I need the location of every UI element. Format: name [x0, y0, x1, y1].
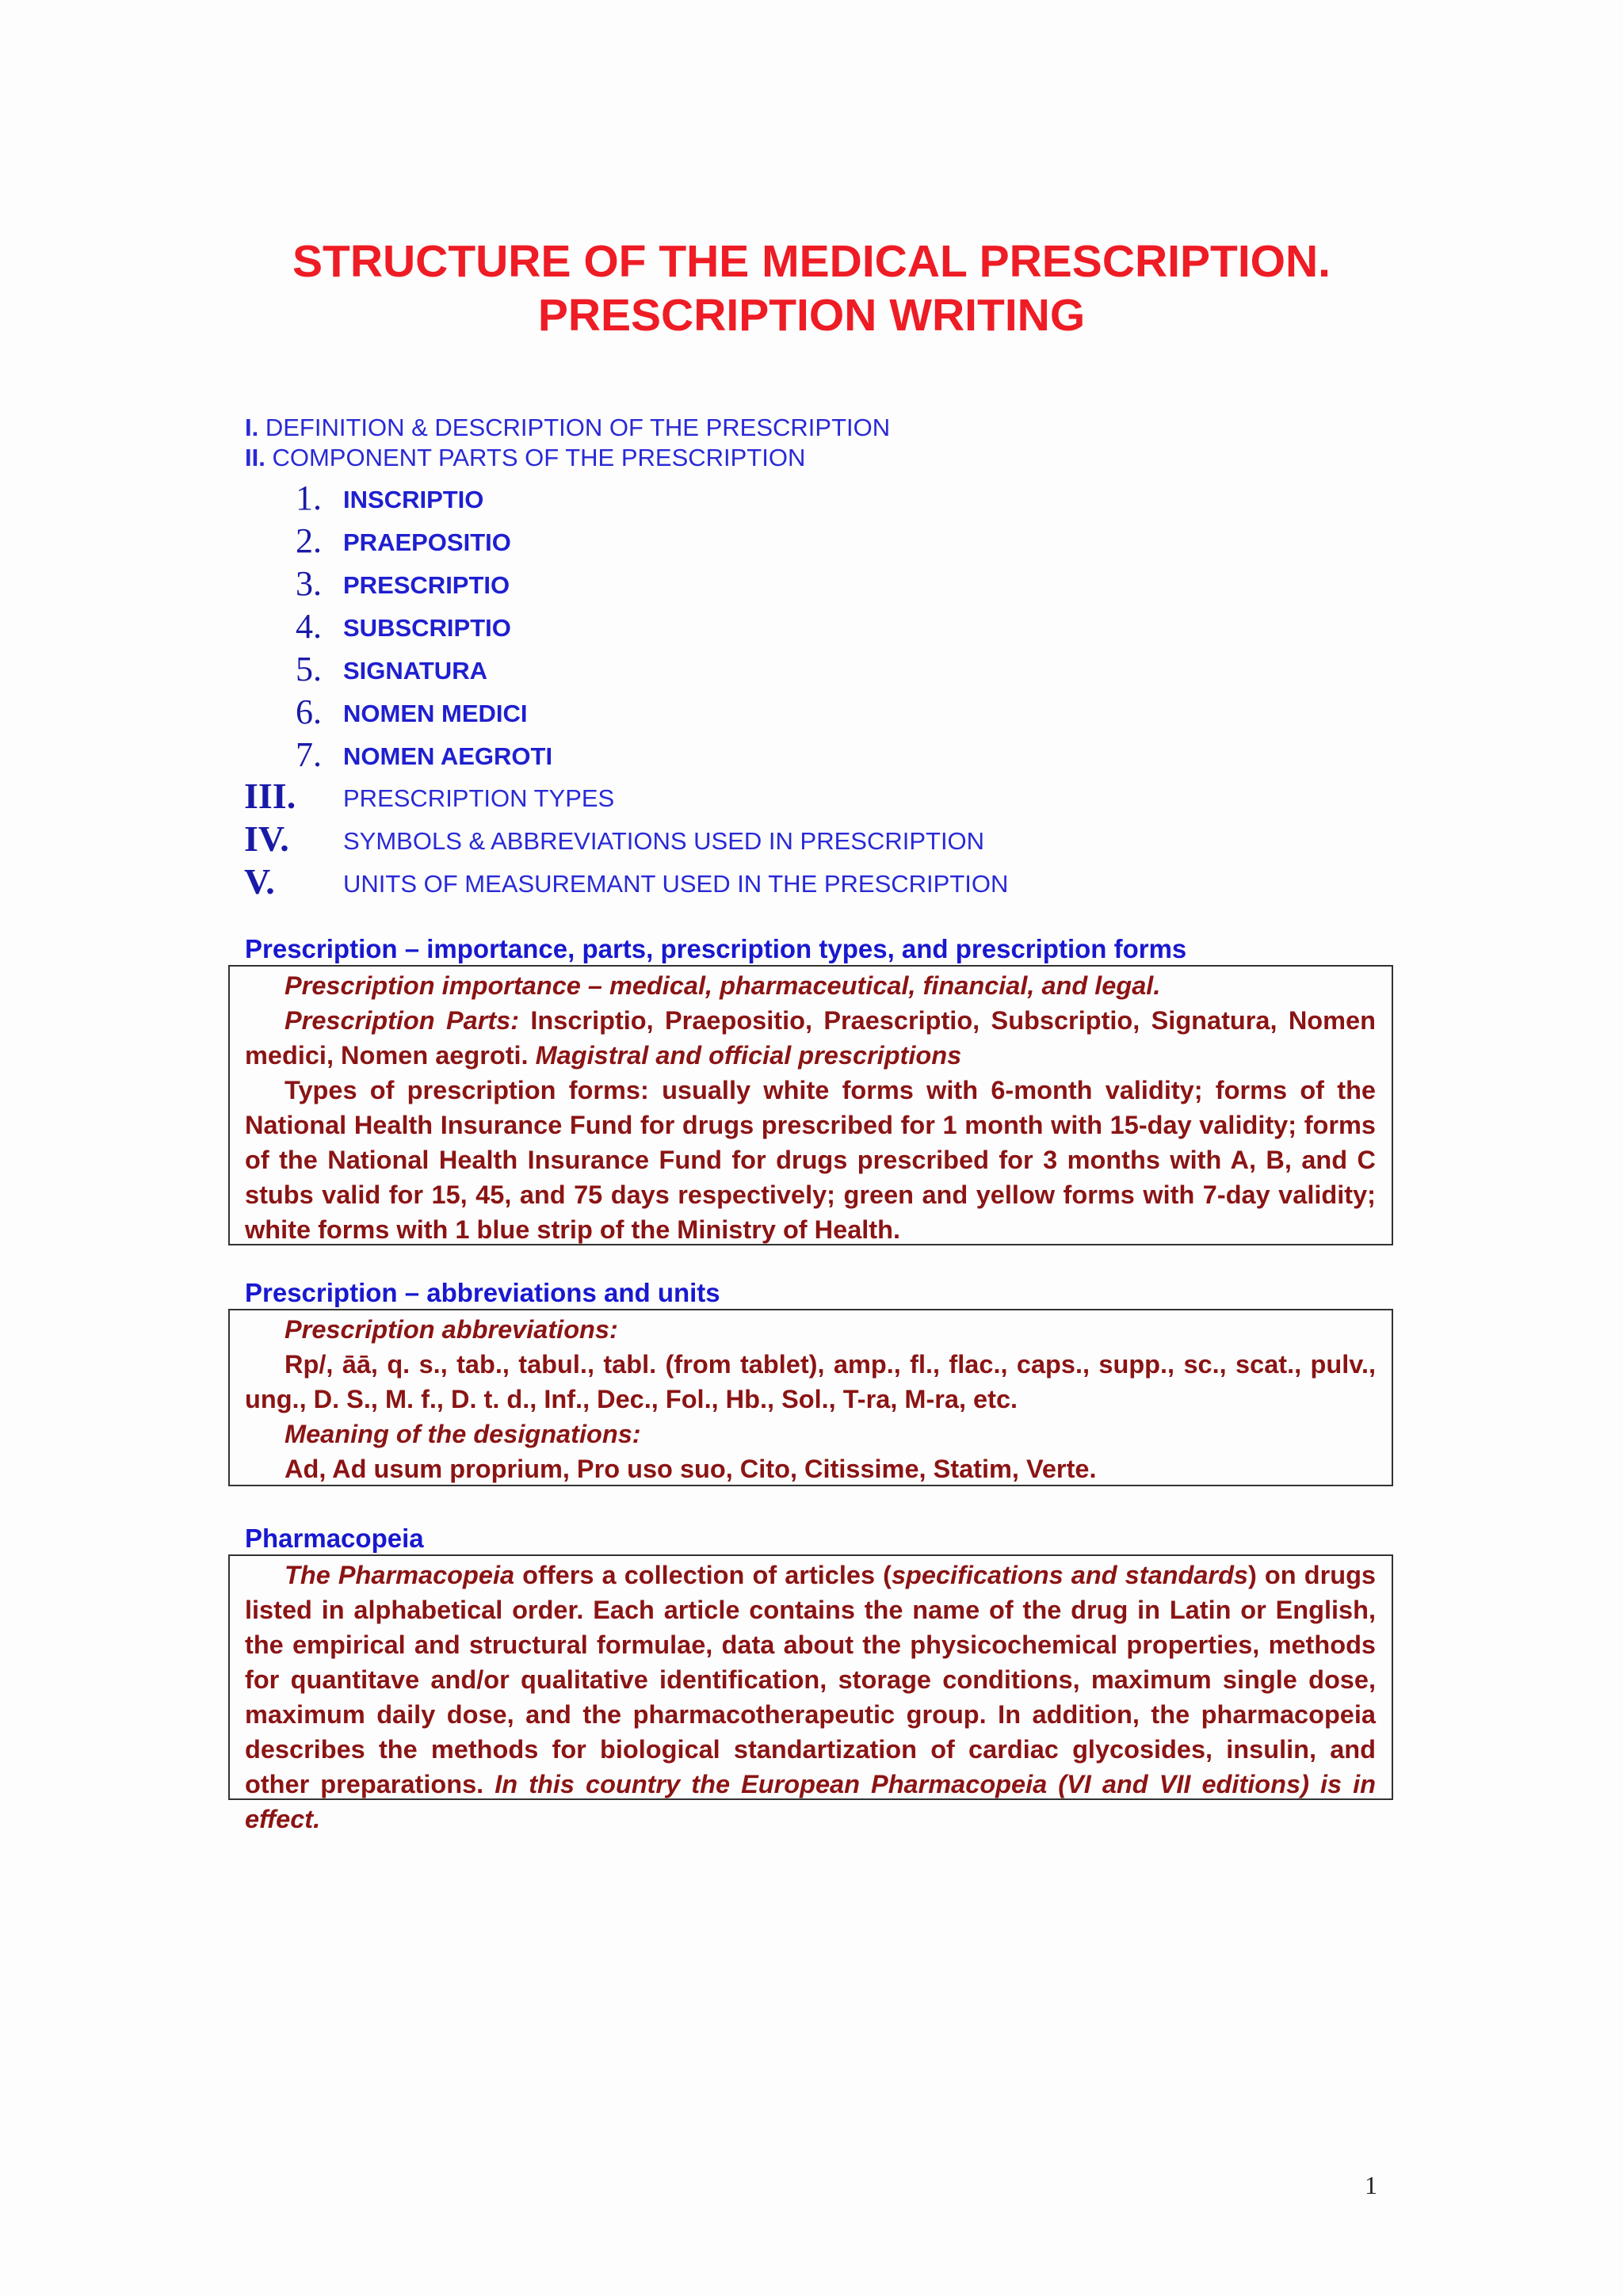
- subitem-number: 5.: [296, 650, 322, 688]
- subitem-label: SIGNATURA: [343, 657, 487, 685]
- roman-label: PRESCRIPTION TYPES: [343, 784, 615, 812]
- pharmacopeia-term: The Pharmacopeia: [285, 1561, 515, 1589]
- document-title-line-1: STRUCTURE OF THE MEDICAL PRESCRIPTION.: [292, 236, 1331, 287]
- document-title-line-2: PRESCRIPTION WRITING: [537, 290, 1086, 341]
- pharmacopeia-box: [228, 1554, 1393, 1833]
- toc-item-1: [245, 412, 890, 444]
- toc-item-label: COMPONENT PARTS OF THE PRESCRIPTION: [265, 444, 806, 471]
- subitem-label: NOMEN MEDICI: [343, 700, 528, 727]
- toc-item-label: DEFINITION & DESCRIPTION OF THE PRESCRIPTION: [258, 414, 891, 441]
- abbreviations-box: [228, 1309, 1393, 1486]
- subitem-label: NOMEN AEGROTI: [343, 742, 553, 770]
- section-heading-abbreviations: Prescription – abbreviations and units: [245, 1278, 720, 1307]
- roman-number: IV.: [244, 818, 289, 859]
- prescription-forms-box: [228, 965, 1393, 1245]
- meaning-label: Meaning of the designations:: [285, 1420, 641, 1448]
- subitem-number: 2.: [296, 521, 322, 560]
- parts-text: Inscriptio, Praepositio, Praescriptio, Subscriptio, Signatura, Nomen medici, Nomen aegroti.: [245, 1006, 1376, 1070]
- subitem-label: SUBSCRIPTIO: [343, 614, 511, 642]
- forms-paragraph: Types of prescription forms: usually white forms with 6-month validity; forms of the National Health Insurance Fund for drugs prescribed for 1 month with 15-day validity; forms of the National Health Insurance Fund for drugs prescribed for 3 months with A, B, and C stubs valid for 15, 45, and 75 days respectively; green and yellow forms with 7-day validity; white forms with 1 blue strip of the Ministry of Health.: [245, 1076, 1376, 1244]
- subitem-number: 3.: [296, 564, 322, 603]
- subitem-label: INSCRIPTIO: [343, 486, 484, 513]
- abbreviations-label: Prescription abbreviations:: [285, 1315, 618, 1344]
- pharmacopeia-paragraph: [245, 1558, 1376, 1836]
- toc-item-2: [245, 442, 805, 474]
- subitem-number: 4.: [296, 607, 322, 646]
- roman-label: SYMBOLS & ABBREVIATIONS USED IN PRESCRIPTION: [343, 827, 985, 855]
- abbreviations-text: Rp/, āā, q. s., tab., tabul., tabl. (from tablet), amp., fl., flac., caps., supp., sc., scat., pulv., ung., D. S., M. f., D. t. d., Inf., Dec., Fol., Hb., Sol., T-ra, M-ra, etc.: [245, 1350, 1376, 1413]
- section-heading-pharmacopeia: Pharmacopeia: [245, 1524, 424, 1553]
- pharmacopeia-text-2: ) on drugs listed in alphabetical order. Each article contains the name of the drug in Latin or English, the empirical and structural formulae, data about the physicochemical properties, methods for quantitave and/or qualitative identification, storage conditions, maximum single dose, maximum daily dose, and the pharmacotherapeutic group. In addition, the pharmacopeia describes the methods for biological standartization of cardiac glycosides, insulin, and other preparations.: [245, 1561, 1376, 1798]
- importance-text: Prescription importance – medical, pharmaceutical, financial, and legal.: [285, 971, 1161, 1000]
- parts-paragraph: [245, 1003, 1376, 1073]
- subitem-label: PRAEPOSITIO: [343, 528, 511, 556]
- meaning-label-paragraph: [245, 1417, 1376, 1451]
- subitem-label: PRESCRIPTIO: [343, 571, 510, 599]
- parts-tail: Magistral and official prescriptions: [535, 1041, 962, 1070]
- roman-number: III.: [244, 776, 296, 816]
- pharmacopeia-closing: In this country the European Pharmacopeia (VI and VII editions) is in effect.: [245, 1770, 1376, 1833]
- toc-item-number: II.: [245, 444, 265, 471]
- parts-label: Prescription Parts:: [285, 1006, 520, 1035]
- section-heading-prescription-forms: Prescription – importance, parts, prescription types, and prescription forms: [245, 934, 1187, 963]
- subitem-number: 6.: [296, 692, 322, 731]
- importance-paragraph: [245, 968, 1376, 1003]
- subitem-number: 1.: [296, 479, 322, 517]
- roman-number: V.: [244, 861, 275, 902]
- abbreviations-label-paragraph: [245, 1312, 1376, 1347]
- subitem-number: 7.: [296, 735, 322, 774]
- page-number: 1: [1365, 2171, 1377, 2199]
- pharmacopeia-term-2: specifications and standards: [891, 1561, 1249, 1589]
- toc-item-number: I.: [245, 414, 259, 441]
- meaning-text: Ad, Ad usum proprium, Pro uso suo, Cito, Citissime, Statim, Verte.: [285, 1455, 1097, 1483]
- roman-label: UNITS OF MEASUREMANT USED IN THE PRESCRIPTION: [343, 870, 1009, 898]
- pharmacopeia-text-1: offers a collection of articles (: [514, 1561, 892, 1589]
